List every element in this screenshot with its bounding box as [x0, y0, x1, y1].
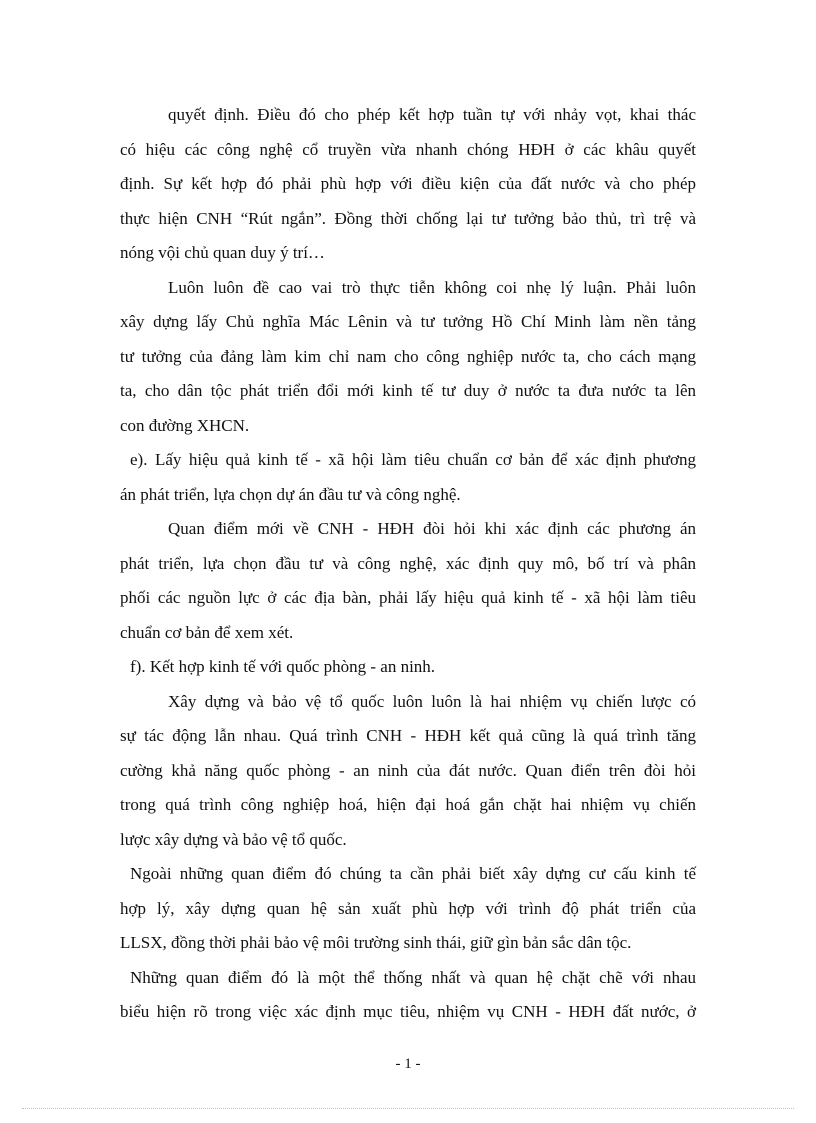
text-line: định. Sự kết hợp đó phải phù hợp với điều kiện của đất nước và cho phép — [120, 174, 696, 193]
page-bottom-edge — [22, 1108, 794, 1109]
text-line: hợp lý, xây dựng quan hệ sản xuất phù hợp với trình độ phát triển của — [120, 898, 696, 918]
text-line: cường khả năng quốc phòng - an ninh của đát nước. Quan điển trên đòi hỏi — [120, 760, 696, 780]
text-line: chuẩn cơ bản để xem xét. — [120, 622, 294, 642]
text-line: Quan điểm mới về CNH - HĐH đòi hỏi khi xác định các phương án — [168, 519, 696, 538]
text-line: sự tác động lẫn nhau. Quá trình CNH - HĐH kết quả cũng là quá trình tăng — [120, 726, 696, 745]
text-line: tư tưởng của đảng làm kim chỉ nam cho công nghiệp nước ta, cho cách mạng — [120, 346, 696, 366]
text-line: phát triển, lựa chọn đầu tư và công nghệ, xác định quy mô, bố trí và phân — [120, 553, 696, 573]
text-line: e). Lấy hiệu quả kinh tế - xã hội làm tiêu chuẩn cơ bản để xác định phương — [130, 450, 696, 469]
text-line: thực hiện CNH “Rút ngắn”. Đồng thời chống lại tư tưởng bảo thủ, trì trệ và — [120, 208, 696, 228]
text-line: trong quá trình công nghiệp hoá, hiện đại hoá gắn chặt hai nhiệm vụ chiến — [120, 795, 696, 814]
text-line: Xây dựng và bảo vệ tổ quốc luôn luôn là hai nhiệm vụ chiến lược có — [168, 691, 696, 711]
text-line: nóng vội chủ quan duy ý trí… — [120, 243, 325, 262]
text-line: f). Kết hợp kinh tế với quốc phòng - an ninh. — [130, 657, 436, 676]
text-line: lược xây dựng và bảo vệ tổ quốc. — [120, 829, 347, 849]
text-line: có hiệu các công nghệ cổ truyền vừa nhanh chóng HĐH ở các khâu quyết — [120, 139, 696, 159]
text-line: án phát triển, lựa chọn dự án đầu tư và công nghệ. — [120, 484, 461, 504]
text-line: biểu hiện rõ trong việc xác định mục tiêu, nhiệm vụ CNH - HĐH đất nước, ở — [120, 1002, 696, 1021]
text-line: Luôn luôn đề cao vai trò thực tiễn không coi nhẹ lý luận. Phải luôn — [168, 277, 696, 297]
text-line: Những quan điểm đó là một thể thống nhất và quan hệ chặt chẽ với nhau — [130, 967, 696, 987]
text-line: Ngoài những quan điểm đó chúng ta cần phải biết xây dựng cư cấu kinh tế — [130, 864, 696, 883]
page-number: - 1 - — [395, 1056, 421, 1072]
text-line: ta, cho dân tộc phát triển đổi mới kinh tế tư duy ở nước ta đưa nước ta lên — [120, 381, 696, 400]
text-line: con đường XHCN. — [120, 415, 250, 435]
text-line: quyết định. Điều đó cho phép kết hợp tuần tự với nhảy vọt, khai thác — [168, 105, 696, 124]
text-line: LLSX, đồng thời phải bảo vệ môi trường sinh thái, giữ gìn bản sắc dân tộc. — [120, 933, 632, 952]
text-line: phối các nguồn lực ở các địa bàn, phải lấy hiệu quả kinh tế - xã hội làm tiêu — [120, 588, 696, 607]
body-text — [120, 98, 696, 1030]
text-line: xây dựng lấy Chủ nghĩa Mác Lênin và tư tưởng Hồ Chí Minh làm nền tảng — [120, 312, 696, 331]
